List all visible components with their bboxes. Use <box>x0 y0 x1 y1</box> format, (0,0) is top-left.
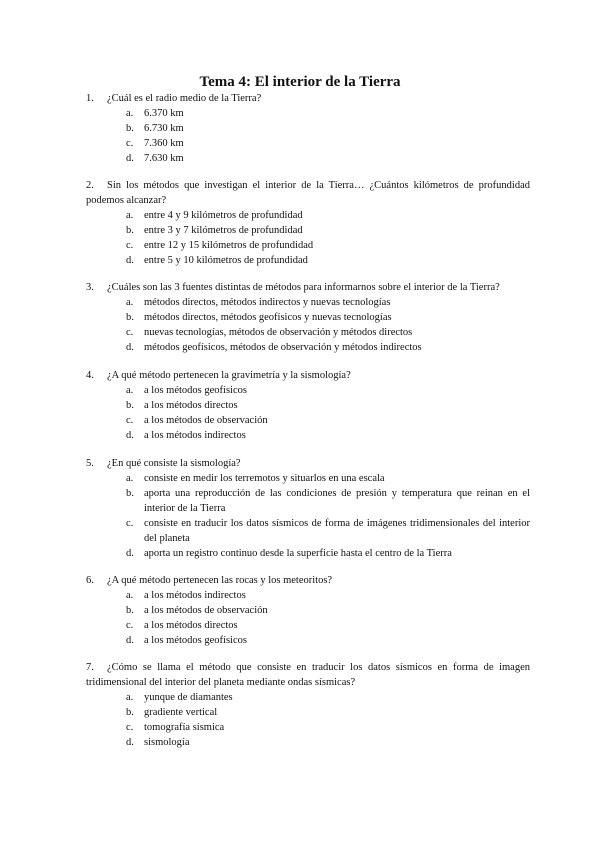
option-text: yunque de diamantes <box>144 692 233 703</box>
question-7 <box>86 660 530 750</box>
question-number: 7. <box>86 662 94 673</box>
option-c <box>86 325 530 340</box>
question-number: 5. <box>86 458 94 469</box>
option-letter: b. <box>126 605 134 616</box>
option-b <box>86 603 530 618</box>
question-2 <box>86 178 530 268</box>
question-text: ¿Cuál es el radio medio de la Tierra? <box>107 93 262 104</box>
question-number: 6. <box>86 575 94 586</box>
option-d <box>86 546 530 561</box>
option-c <box>86 516 530 546</box>
question-text: ¿Cuáles son las 3 fuentes distintas de métodos para informarnos sobre el interior de la Tierra? <box>107 282 500 293</box>
question-number: 4. <box>86 370 94 381</box>
option-d <box>86 151 530 166</box>
option-text: entre 12 y 15 kilómetros de profundidad <box>144 240 314 251</box>
option-text: a los métodos directos <box>144 620 238 631</box>
option-text: 6.730 km <box>144 123 184 134</box>
option-c <box>86 720 530 735</box>
option-d <box>86 633 530 648</box>
question-text: ¿En qué consiste la sismología? <box>107 458 241 469</box>
options-list <box>86 383 530 443</box>
option-text: métodos directos, métodos geofísicos y nuevas tecnologías <box>144 312 392 323</box>
option-letter: b. <box>126 707 134 718</box>
options-list <box>86 690 530 750</box>
option-letter: c. <box>126 138 134 149</box>
option-text: aporta una reproducción de las condiciones de presión y temperatura que reinan en el interior de la Tierra <box>144 488 530 514</box>
question-text: ¿Cómo se llama el método que consiste en traducir los datos sísmicos en forma de imagen tridimensional del interior del planeta mediante ondas sísmicas? <box>86 662 530 688</box>
option-letter: d. <box>126 635 134 646</box>
options-list <box>86 106 530 166</box>
option-letter: a. <box>126 692 134 703</box>
option-text: a los métodos indirectos <box>144 590 246 601</box>
option-letter: d. <box>126 255 134 266</box>
option-text: nuevas tecnologías, métodos de observación y métodos directos <box>144 327 413 338</box>
option-a <box>86 588 530 603</box>
option-text: 7.630 km <box>144 153 184 164</box>
question-number: 3. <box>86 282 94 293</box>
option-b <box>86 121 530 136</box>
option-text: a los métodos geofísicos <box>144 385 247 396</box>
option-text: aporta un registro continuo desde la superficie hasta el centro de la Tierra <box>144 548 452 559</box>
option-a <box>86 295 530 310</box>
question-1 <box>86 91 530 166</box>
option-c <box>86 238 530 253</box>
option-d <box>86 340 530 355</box>
option-text: consiste en medir los terremotos y situarlos en una escala <box>144 473 385 484</box>
option-letter: a. <box>126 108 134 119</box>
option-text: 7.360 km <box>144 138 184 149</box>
option-text: métodos geofísicos, métodos de observación y métodos indirectos <box>144 342 422 353</box>
option-text: entre 3 y 7 kilómetros de profundidad <box>144 225 303 236</box>
option-letter: a. <box>126 385 134 396</box>
option-a <box>86 383 530 398</box>
option-letter: c. <box>126 620 134 631</box>
option-text: a los métodos de observación <box>144 605 268 616</box>
option-a <box>86 690 530 705</box>
question-number: 1. <box>86 93 94 104</box>
option-d <box>86 428 530 443</box>
options-list <box>86 588 530 648</box>
option-letter: d. <box>126 342 134 353</box>
option-letter: a. <box>126 590 134 601</box>
options-list <box>86 295 530 355</box>
option-text: a los métodos geofísicos <box>144 635 247 646</box>
option-letter: d. <box>126 737 134 748</box>
page-title: Tema 4: El interior de la Tierra <box>199 74 401 90</box>
question-text: ¿A qué método pertenecen la gravimetría y la sismología? <box>107 370 351 381</box>
options-list <box>86 208 530 268</box>
question-3 <box>86 280 530 355</box>
option-letter: c. <box>126 722 134 733</box>
option-c <box>86 136 530 151</box>
option-text: entre 5 y 10 kilómetros de profundidad <box>144 255 308 266</box>
option-c <box>86 618 530 633</box>
question-text: ¿A qué método pertenecen las rocas y los meteoritos? <box>107 575 333 586</box>
option-a <box>86 106 530 121</box>
option-text: a los métodos directos <box>144 400 238 411</box>
option-b <box>86 310 530 325</box>
option-c <box>86 413 530 428</box>
option-letter: d. <box>126 430 134 441</box>
option-letter: a. <box>126 473 134 484</box>
question-text: Sin los métodos que investigan el interior de la Tierra… ¿Cuántos kilómetros de profundidad podemos alcanzar? <box>86 180 530 206</box>
option-letter: b. <box>126 225 134 236</box>
option-letter: b. <box>126 400 134 411</box>
question-5 <box>86 456 530 561</box>
option-text: a los métodos indirectos <box>144 430 246 441</box>
option-letter: b. <box>126 312 134 323</box>
option-letter: d. <box>126 153 134 164</box>
option-b <box>86 486 530 516</box>
option-letter: c. <box>126 327 134 338</box>
options-list <box>86 471 530 561</box>
option-letter: a. <box>126 210 134 221</box>
option-letter: a. <box>126 297 134 308</box>
option-text: 6.370 km <box>144 108 184 119</box>
option-text: métodos directos, métodos indirectos y nuevas tecnologías <box>144 297 391 308</box>
option-b <box>86 398 530 413</box>
option-d <box>86 253 530 268</box>
option-letter: b. <box>126 123 134 134</box>
option-b <box>86 705 530 720</box>
option-text: entre 4 y 9 kilómetros de profundidad <box>144 210 303 221</box>
option-letter: c. <box>126 415 134 426</box>
option-a <box>86 208 530 223</box>
option-letter: d. <box>126 548 134 559</box>
question-6 <box>86 573 530 648</box>
option-text: consiste en traducir los datos sísmicos de forma de imágenes tridimensionales del interior del planeta <box>144 518 530 544</box>
option-letter: b. <box>126 488 134 499</box>
option-text: sismología <box>144 737 190 748</box>
question-number: 2. <box>86 180 94 191</box>
option-text: gradiente vertical <box>144 707 218 718</box>
option-a <box>86 471 530 486</box>
question-4 <box>86 368 530 443</box>
option-text: tomografía sísmica <box>144 722 225 733</box>
option-b <box>86 223 530 238</box>
option-text: a los métodos de observación <box>144 415 268 426</box>
option-letter: c. <box>126 518 134 529</box>
option-d <box>86 735 530 750</box>
option-letter: c. <box>126 240 134 251</box>
